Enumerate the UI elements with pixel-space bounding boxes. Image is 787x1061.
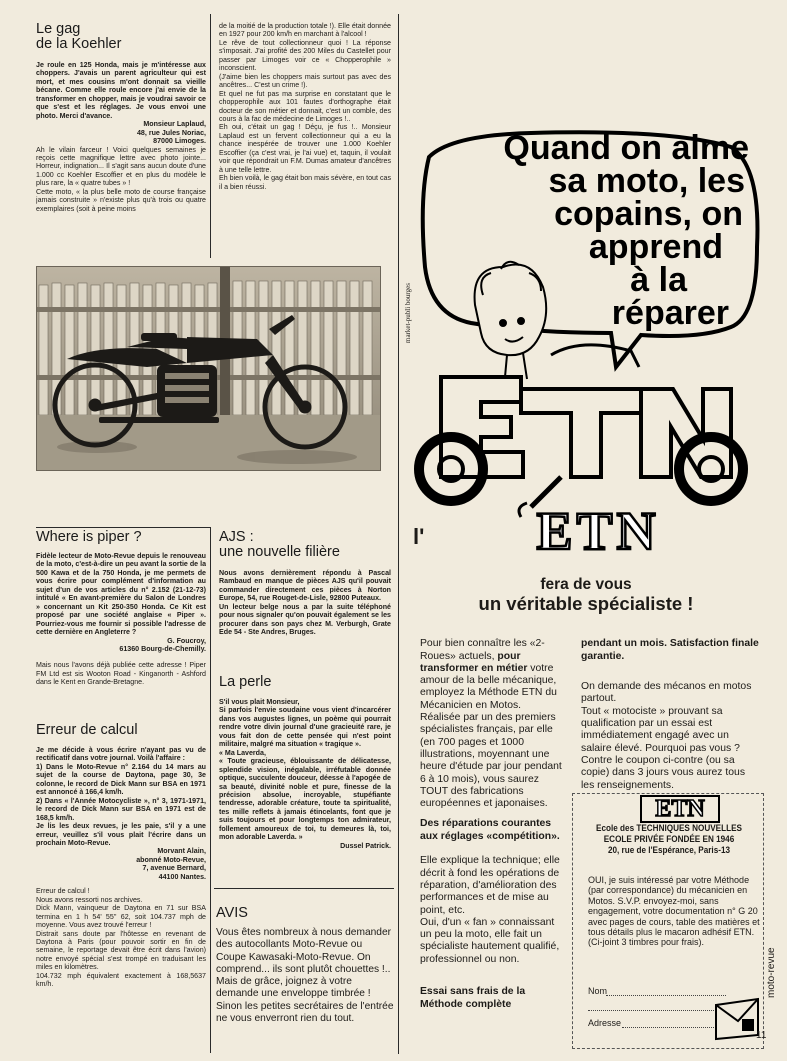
ad-headline-line: à la [630,261,687,299]
ad-col1-rest: votre amour de la belle mécanique, employez la Méthode ETN du Mécanicien en Motos. Réalisée par un des premiers spécialistes français, par elle (en 700 pages et 1000 illustrations, moyennant une heure d'étude par jour pendant 6 à 10 mois), vous saurez TOUT des fabrications européennes et japonaises. [420,662,562,810]
ad-col1-subhead: Des réparations courantes aux réglages «compétition». [420,818,560,842]
perle-signature: Dussel Patrick. [340,841,391,850]
page-number: 11 [756,1030,767,1041]
ad-col2-bold: pendant un mois. Satisfaction finale garantie. [581,638,759,662]
section-rule [36,527,211,528]
envelope-icon [712,995,762,1041]
ad-tagline-2: un véritable spécialiste ! [478,593,694,614]
section-rule [214,888,394,889]
calcul-title: Erreur de calcul [36,723,138,738]
ad-tagline-1: fera de vous [540,576,632,593]
ad-col1-trial: Essai sans frais de la Méthode complète [420,986,526,1010]
ad-headline-line: apprend [588,228,723,266]
ajs-article [219,530,391,670]
perle-title: La perle [219,675,272,690]
name-field[interactable] [606,995,726,996]
gag-title: Le gag de la Koehler [36,22,122,52]
etn-logo: ETN [536,501,660,561]
address-field-label: Adresse [588,1018,622,1028]
piper-signature: G. Foucroy, 61360 Bourg-de-Chemilly. [119,636,206,653]
ad-column-1 [420,626,566,1023]
coupon-etn-logo: ETN [640,795,720,823]
gag-article [36,22,206,262]
gag-signature: Monsieur Laplaud, 48, rue Jules Noriac, 87000 Limoges. [136,120,206,146]
gag-answer: Ah le vilain farceur ! Voici quelques semaines je reçois cette magnifique lettre avec photo jointe... Horreur, indignation... Il s'agit sans aucun doute d'une 1.000 cc Koehler Escoffier et en plus du modèle le plus rare, la « quatre tubes » ! Cette moto, « la plus belle moto de course française jamais construite » n'existe plus qu'à trois ou quatre exemplaires (soit à peine moins [36,145,206,213]
ad-col1-intro: Pour bien connaître les «2-Roues» actuels, [420,638,545,662]
column-rule [210,14,211,258]
name-field-label: Nom [588,986,608,996]
etn-logo-prefix: l' [413,524,425,549]
address-field[interactable] [622,1027,718,1028]
coupon-text: OUI, je suis intéressé par votre Méthode (par correspondance) du mécanicien en Motos. S.V.P. envoyez-moi, sans engagement, votre documentation n° G 20 avec pages de cours, table des matières et tous détails plus le macaron adhésif ETN. (Ci-joint 3 timbres pour frais). [588,875,760,948]
gag-letter: Je roule en 125 Honda, mais je m'intéresse aux choppers. J'avais un parent agriculteur qui est mort, et mes cousins m'ont donnait sa vieille bécane. Comme elle roule encore j'ai envie de la transformer en chopper, mais je voudrai savoir ce que s'est et les réglages. Je vous envoi une photo. Merci d'avance. [36,61,206,120]
ad-col1-rest2: Elle explique la technique; elle décrit à fond les opérations de réparation, d'amélioration des performances et de mise au point, etc. Oui, d'un « fan » connaissant un peu la moto, elle fait un spécialiste hautement qualifié, professionnel ou non. [420,855,560,965]
calcul-article [36,723,206,1058]
perle-text: S'il vous plait Monsieur, Si parfois l'envie soudaine vous vient d'incarcérer dans vos augustes lignes, un poème qui pourrait rendre votre divin journal d'une gracieuité rare, je vous fait don de cette pensée qui n'est point militaire, malgré ma situation « tragique ». « Ma Laverda, « Toute gracieuse, éblouissante de délicatesse, splendide vision, inégalable, irréfutable donnée optique, succulente douceur, déesse à l'apogée de sa beauté, divinité noble et pure, finesse de la précision absolue, incroyable, stupéfiante tendresse, adorable créature, toute ta spiritualité, tes mille reflets à jamais étincelants, font que je suis toujours et pour longtemps ton admirateur, follement amoureux de toi, tu demeures là, toi, mon adorable Laverda. » [219,698,391,842]
gag-continued-text: de la moitié de la production totale !). Elle était donnée en 1927 pour 200 km/h en marchant à l'alcool ! Le rêve de tout collectionneur quoi ! La réponse s'imposait. J'ai profité des 200 Miles du Castellet pour passer par Limoges voir ce « Chopperophile » inconscient. (J'aime bien les choppers mais surtout pas avec des ancêtres... C'est un crime !). Et quel ne fut pas ma surprise en constatant que le chopperophile aux 101 fautes d'orthographe était docteur de son métier et donnait, c'est un comble, des cours à la fac de médecine de Limoges !.. Eh oui, c'était un gag ! Déçu, je fus !.. Monsieur Laplaud est un fervent collectionneur qui a eu la chance inespérée de trouver une 1.000 Koehler Escoffier (ça c'est vrai, je l'ai vue) et, taquin, il voulait voir que répondrait un F.M. Dumas amateur d'ancêtres à une telle lettre. Eh bien voilà, le gag était bon mais sévère, en tout cas il a bien réussi. [219,22,391,191]
ajs-title: AJS : une nouvelle filière [219,530,340,560]
piper-article [36,530,206,722]
piper-answer: Mais nous l'avons déjà publiée cette adresse ! Piper FM Ltd est sis Wooton Road - Kinganorth - Ashford dans le Kent en Grande-Bretagne. [36,661,206,687]
column-rule [398,14,399,1054]
coupon-school-info: Ecole des TECHNIQUES NOUVELLES ECOLE PRIVÉE FONDÉE EN 1946 20, rue de l'Espérance, Paris-13 [596,823,742,856]
ad-credit: market-publi bourges [404,283,412,343]
piper-title: Where is piper ? [36,530,142,545]
motorcycle-photo [36,266,381,471]
avis-title: AVIS [216,906,248,921]
ad-headline-line: réparer [611,294,729,332]
ad-headline-line: sa moto, les [548,162,745,200]
ad-col2-rest: On demande des mécanos en motos partout. Tout « motociste » prouvant sa qualification par un essai est immédiatement engagé avec un salaire élevé. Pourquoi pas vous ? Contre le coupon ci-contre (ou sa copie) dans 3 jours vous aurez tous les renseignements. [581,681,752,791]
name-field-line-2[interactable] [588,1010,718,1011]
ajs-text: Nous avons dernièrement répondu à Pascal Rambaud en manque de pièces AJS qu'il pouvait commander directement ces pièces à Norton Europe, 54, rue Rouget-de-Lisle, 92800 Puteaux. Un lecteur belge nous a par la suite téléphoné pour nous signaler qu'on pouvait également se les procurer dans son pays chez M. Verburgh, Grate Ede 54 - Ste Andres, Bruges. [219,569,391,637]
ad-headline [411,129,763,342]
koehler-motorcycle-image [37,267,381,471]
avis-text: Vous êtes nombreux à nous demander des autocollants Moto-Revue ou Coupe Kawasaki-Moto-Revue. On comprend... ils sont plutôt chouettes !.. Mais de grâce, joignez à votre demande une enveloppe timbrée ! Sinon les petites secrétaires de l'entrée ne vous enverront rien du tout. [216,927,394,1025]
piper-letter: Fidèle lecteur de Moto-Revue depuis le renouveau de la moto, c'est-à-dire un peu avant la sortie de la 500 Kawa et de la 750 Honda, je me permets de vous écrire pour complément d'information au sujet d'un de vos articles du n° 2.152 (21-12-73) intitulé « En avant-première du Salon de Londres » concernant un Kit 250-350 Honda. Ce Kit est proposé par une société anglaise « Piper ». Pourriez-vous me fournir si possible l'adresse de cette dernière en Angleterre ? [36,552,206,637]
ad-headline-line: Quand on aime [503,129,749,167]
perle-article [219,675,391,885]
ad-column-2 [581,626,761,804]
ad-headline-line: copains, on [554,195,743,233]
ad-tagline [405,575,767,613]
calcul-letter: Je me décide à vous écrire n'ayant pas vu de rectificatif dans votre journal. Voilà l'affaire : 1) Dans le Moto-Revue n° 2.164 du 14 mars au sujet de la course de Daytona, page 30, 3e colonne, le record de Dick Mann sur BSA en 1971 est annoncé à 166,4 km/h. 2) Dans « l'Année Motocycliste », n° 3, 1971-1971, le record de Dick Mann sur BSA en 1971 est de 168,5 km/h. Je lis les deux revues, je les paie, s'il y a une erreur, veuillez s'il vous plait l'écrire dans un prochain Moto-Revue. [36,746,206,847]
gag-continued [219,22,391,262]
calcul-signature: Morvant Alain, abonné Moto-Revue, 7, avenue Bernard, 44100 Nantes. [136,847,206,881]
column-rule [210,528,211,1053]
avis-article [216,906,394,1056]
magazine-name: moto-revue [766,947,777,998]
ad-col1-bold: pour transformer en métier [420,650,528,674]
calcul-answer: Erreur de calcul ! Nous avons ressorti nos archives. Dick Mann, vainqueur de Daytona en 71 sur BSA termina en 1 h 54' 55'' 62, soit 104.737 mph de moyenne. Vous avez trouvé l'erreur ! Distrait sans doute par l'hôtesse en revenant de Daytona à Paris (pour pouvoir sortir en fin de semaine, le reportage devait être écrit dans l'avion) notre envoyé spécial s'est trompé en traduisant les miles en kilomètres. 104.732 mph équivalent exactement à 168,5637 km/h. [36,887,206,989]
